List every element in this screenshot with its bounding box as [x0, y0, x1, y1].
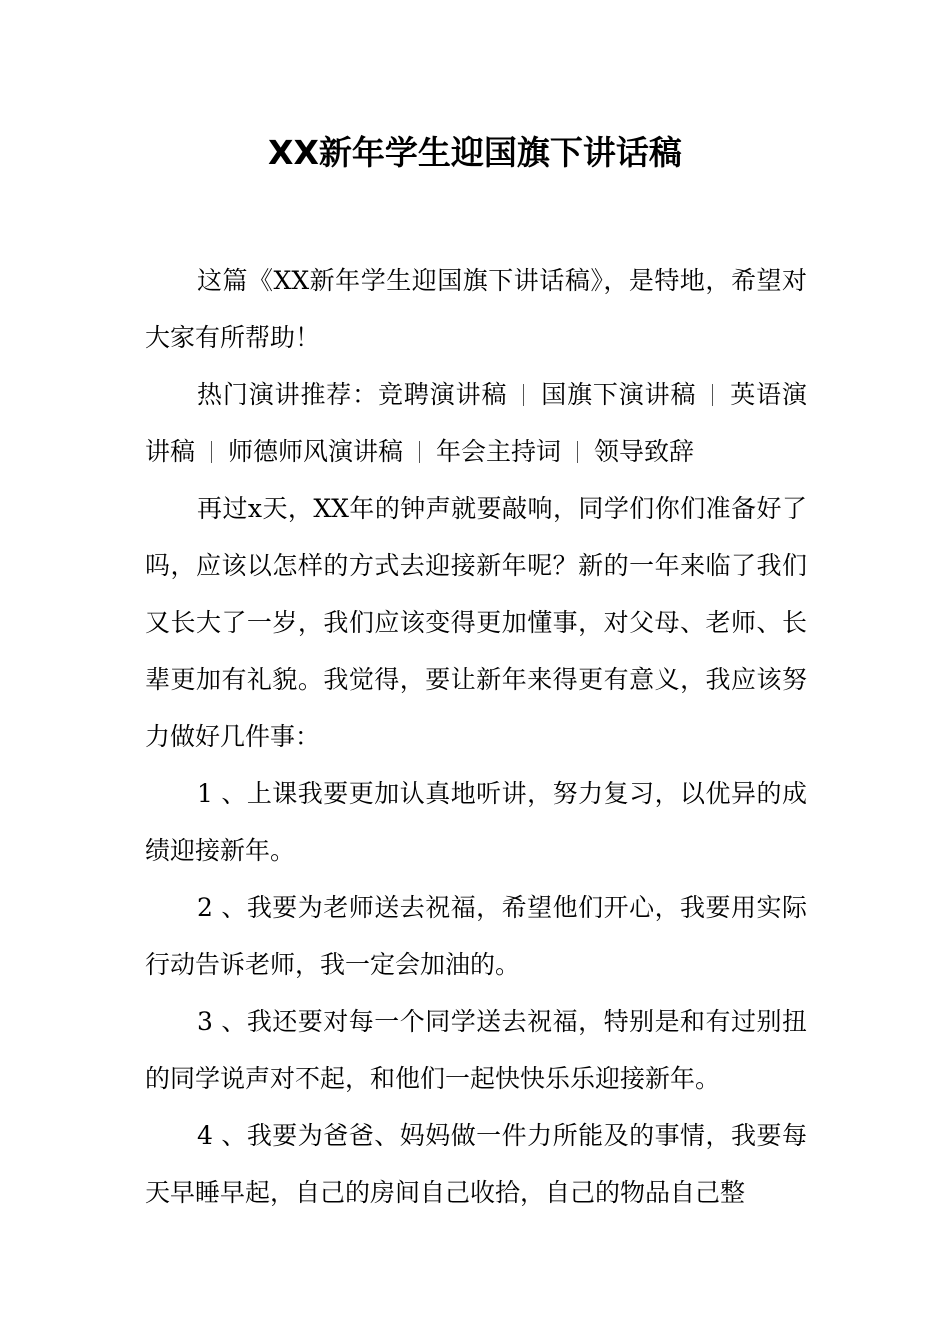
list-item-text: 、我还要对每一个同学送去祝福，特别是和有过别扭的同学说声对不起，和他们一起快快乐乐迎接新年。	[145, 1007, 807, 1093]
intro-paragraph: 这篇《XX新年学生迎国旗下讲话稿》，是特地，希望对大家有所帮助！	[145, 266, 807, 352]
list-item-number: 3	[197, 1007, 213, 1036]
recommend-prefix: 热门演讲推荐：	[197, 380, 379, 409]
recommend-link-2[interactable]: 国旗下演讲稿	[540, 380, 697, 409]
recommend-link-5[interactable]: 年会主持词	[436, 437, 562, 466]
list-item-2	[145, 879, 807, 993]
list-item-number: 4	[197, 1121, 213, 1150]
list-item-1	[145, 765, 807, 879]
list-item-number: 2	[197, 893, 213, 922]
document-body	[145, 252, 807, 1221]
recommend-link-4[interactable]: 师德师风演讲稿	[228, 437, 404, 466]
recommend-paragraph	[145, 366, 807, 480]
recommend-link-6[interactable]: 领导致辞	[594, 437, 695, 466]
recommend-link-3[interactable]: 英语演讲稿	[145, 380, 807, 466]
link-separator	[523, 384, 524, 406]
link-separator	[211, 441, 212, 463]
list-item-number: 1	[197, 779, 213, 808]
link-separator	[577, 441, 578, 463]
list-item-4	[145, 1107, 807, 1221]
link-separator	[712, 384, 713, 406]
list-item-3	[145, 993, 807, 1107]
document-title: XX新年学生迎国旗下讲话稿	[268, 133, 682, 172]
list-item-text: 、上课我要更加认真地听讲，努力复习，以优异的成绩迎接新年。	[145, 779, 807, 865]
link-separator	[419, 441, 420, 463]
body-paragraph-1: 再过x天，XX年的钟声就要敲响，同学们你们准备好了吗，应该以怎样的方式去迎接新年呢？新的一年来临了我们又长大了一岁，我们应该变得更加懂事，对父母、老师、长辈更加有礼貌。我觉得，要让新年来得更有意义，我应该努力做好几件事：	[145, 494, 807, 751]
recommend-link-1[interactable]: 竞聘演讲稿	[378, 380, 508, 409]
list-item-text: 、我要为老师送去祝福，希望他们开心，我要用实际行动告诉老师，我一定会加油的。	[145, 893, 807, 979]
list-item-text: 、我要为爸爸、妈妈做一件力所能及的事情，我要每天早睡早起，自己的房间自己收拾，自己的物品自己整	[145, 1121, 807, 1207]
